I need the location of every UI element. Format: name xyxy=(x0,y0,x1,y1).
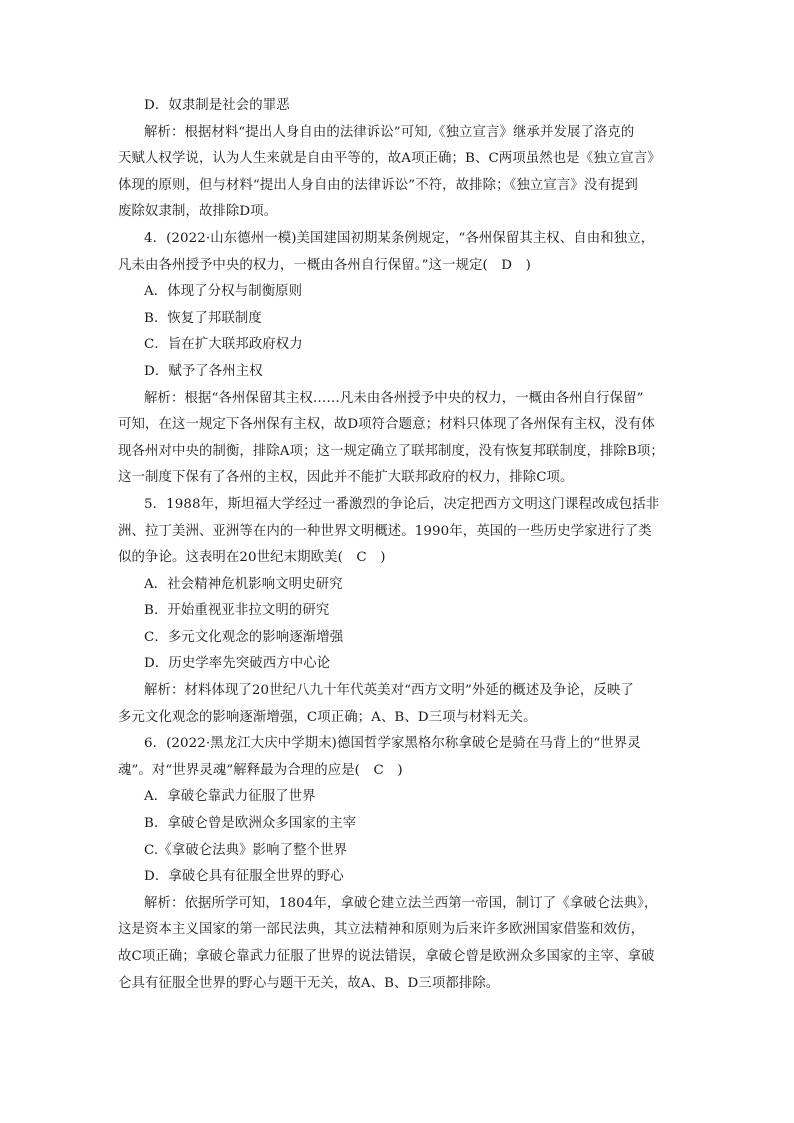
explanation-line: 体现的原则，但与材料“提出人身自由的法律诉讼”不符，故排除；《独立宣言》没有提到 xyxy=(118,177,638,193)
option-c-line: C．多元文化观念的影响逐渐增强 xyxy=(144,629,344,645)
option-d-line: D．拿破仑具有征服全世界的野心 xyxy=(144,869,344,885)
option-b-line: B．恢复了邦联制度 xyxy=(144,310,262,326)
option-d-line: D．赋予了各州主权 xyxy=(144,363,263,379)
option-d-line: D．历史学率先突破西方中心论 xyxy=(144,656,331,672)
question-5-line: 洲、拉丁美洲、亚洲等在内的一种世界文明概述。1990年，英国的一些历史学家进行了类 xyxy=(118,523,652,539)
explanation-line: 解析：根据材料“提出人身自由的法律诉讼”可知,《独立宣言》继承并发展了洛克的 xyxy=(144,124,635,140)
option-b-line: B．拿破仑曾是欧洲众多国家的主宰 xyxy=(144,816,357,832)
explanation-line: 天赋人权学说，认为人生来就是自由平等的，故A项正确；B、C两项虽然也是《独立宣言》 xyxy=(118,151,661,167)
explanation-line: 多元文化观念的影响逐渐增强，C项正确；A、B、D三项与材料无关。 xyxy=(118,709,537,725)
explanation-line: 现各州对中央的制衡，排除A项；这一规定确立了联邦制度，没有恢复邦联制度，排除B项； xyxy=(118,443,664,459)
option-c-line: C.《拿破仑法典》影响了整个世界 xyxy=(144,842,348,858)
option-b-line: B．开始重视亚非拉文明的研究 xyxy=(144,603,330,619)
option-c-line: C．旨在扩大联邦政府权力 xyxy=(144,337,303,353)
explanation-line: 解析：材料体现了20世纪八九十年代英美对“西方文明”外延的概述及争论，反映了 xyxy=(144,683,634,699)
question-5-line: 似的争论。这表明在20世纪末期欧美( C ) xyxy=(118,550,386,566)
option-a-line: A．拿破仑靠武力征服了世界 xyxy=(144,789,316,805)
explanation-line: 这一制度下保有了各州的主权，因此并不能扩大联邦政府的权力，排除C项。 xyxy=(118,470,574,486)
explanation-line: 可知，在这一规定下各州保有主权，故D项符合题意；材料只体现了各州保有主权，没有体 xyxy=(118,417,655,433)
question-6-line: 魂”。对“世界灵魂”解释最为合理的应是( C ) xyxy=(118,762,403,778)
option-a-line: A．体现了分权与制衡原则 xyxy=(144,284,303,300)
question-4-line: 凡未由各州授予中央的权力，一概由各州自行保留。”这一规定( D ) xyxy=(118,257,531,273)
explanation-line: 解析：依据所学可知，1804年，拿破仑建立法兰西第一帝国，制订了《拿破仑法典》， xyxy=(144,895,658,911)
question-5-line: 5．1988年，斯坦福大学经过一番激烈的争论后，决定把西方文明这门课程改成包括非 xyxy=(144,496,660,512)
question-6-line: 6．(2022·黑龙江大庆中学期末)德国哲学家黑格尔称拿破仑是骑在马背上的“世界灵 xyxy=(144,736,641,752)
option-a-line: A．社会精神危机影响文明史研究 xyxy=(144,576,343,592)
explanation-line: 这是资本主义国家的第一部民法典，其立法精神和原则为后来许多欧洲国家借鉴和效仿， xyxy=(118,922,645,938)
explanation-line: 废除奴隶制，故排除D项。 xyxy=(118,204,278,220)
option-d-line: D．奴隶制是社会的罪恶 xyxy=(144,98,290,113)
question-4-line: 4．(2022·山东德州一模)美国建国初期某条例规定，“各州保留其主权、自由和独立， xyxy=(144,230,655,246)
explanation-line: 故C项正确；拿破仑靠武力征服了世界的说法错误，拿破仑曾是欧洲众多国家的主宰、拿破 xyxy=(118,949,655,964)
explanation-line: 解析：根据“各州保留其主权……凡未由各州授予中央的权力，一概由各州自行保留” xyxy=(144,390,644,406)
document-page xyxy=(118,93,678,997)
explanation-line: 仑具有征服全世界的野心与题干无关，故A、B、D三项都排除。 xyxy=(118,975,500,991)
